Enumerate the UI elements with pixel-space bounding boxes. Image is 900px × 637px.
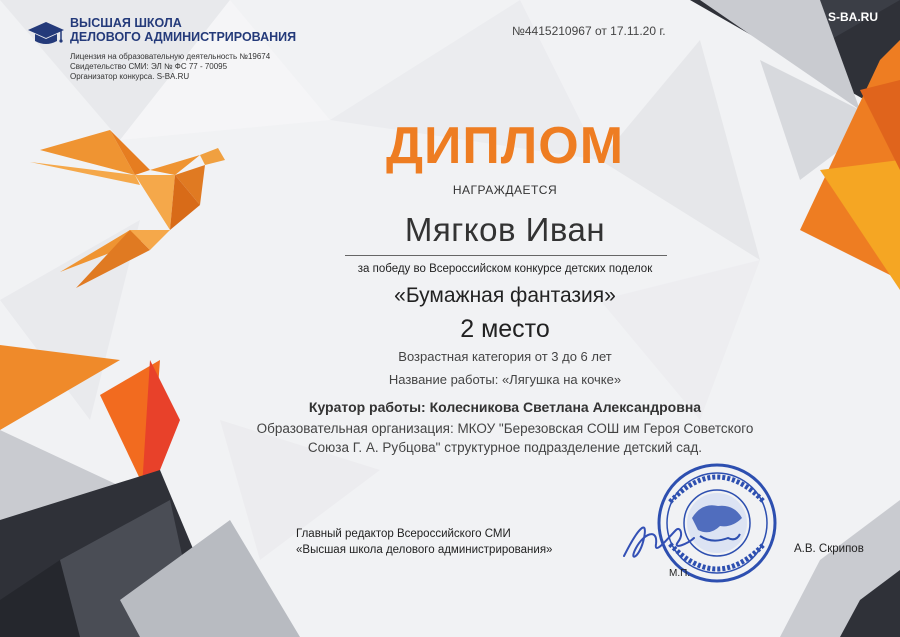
license-text: Лицензия на образовательную деятельность №19674: [70, 52, 271, 61]
organization-line1: Образовательная организация: МКОУ "Березовская СОШ им Героя Советского: [256, 421, 754, 436]
license-info: [70, 52, 270, 82]
place-text: 2 место: [460, 315, 550, 343]
media-certificate-text: Свидетельство СМИ: ЭЛ № ФС 77 - 70095: [70, 62, 228, 71]
signature: [618, 508, 698, 568]
victory-text: за победу во Всероссийском конкурсе детских поделок: [357, 263, 653, 275]
organization-line2: Союза Г. А. Рубцова" структурное подразделение детский сад.: [307, 440, 703, 455]
organizer-text: Организатор конкурса. S-BA.RU: [70, 72, 190, 81]
organization-text: [230, 419, 780, 457]
document-number: №4415210967 от 17.11.20 г.: [512, 24, 666, 38]
awarded-label: НАГРАЖДАЕТСЯ: [452, 183, 558, 197]
contest-name: «Бумажная фантазия»: [394, 284, 616, 307]
site-link[interactable]: S-BA.RU: [828, 10, 878, 24]
seal-place-label: М.П.: [669, 568, 691, 579]
school-name: [70, 16, 296, 44]
work-title: Название работы: «Лягушка на кочке»: [388, 372, 622, 387]
diploma-title: ДИПЛОМ: [385, 117, 625, 175]
editor-line1: Главный редактор Всероссийского СМИ: [296, 528, 511, 540]
signer-name: А.В. Скрипов: [794, 543, 864, 555]
editor-line2: «Высшая школа делового администрирования»: [296, 544, 553, 556]
school-name-line1: ВЫСШАЯ ШКОЛА: [70, 16, 182, 30]
editor-title: [296, 526, 552, 558]
recipient-name: Мягков Иван: [404, 211, 606, 248]
curator-text: Куратор работы: Колесникова Светлана Александровна: [308, 399, 702, 415]
name-underline: [345, 255, 667, 256]
school-name-line2: ДЕЛОВОГО АДМИНИСТРИРОВАНИЯ: [70, 30, 297, 44]
graduation-cap-icon: [26, 18, 66, 48]
age-category: Возрастная категория от 3 до 6 лет: [398, 349, 612, 364]
